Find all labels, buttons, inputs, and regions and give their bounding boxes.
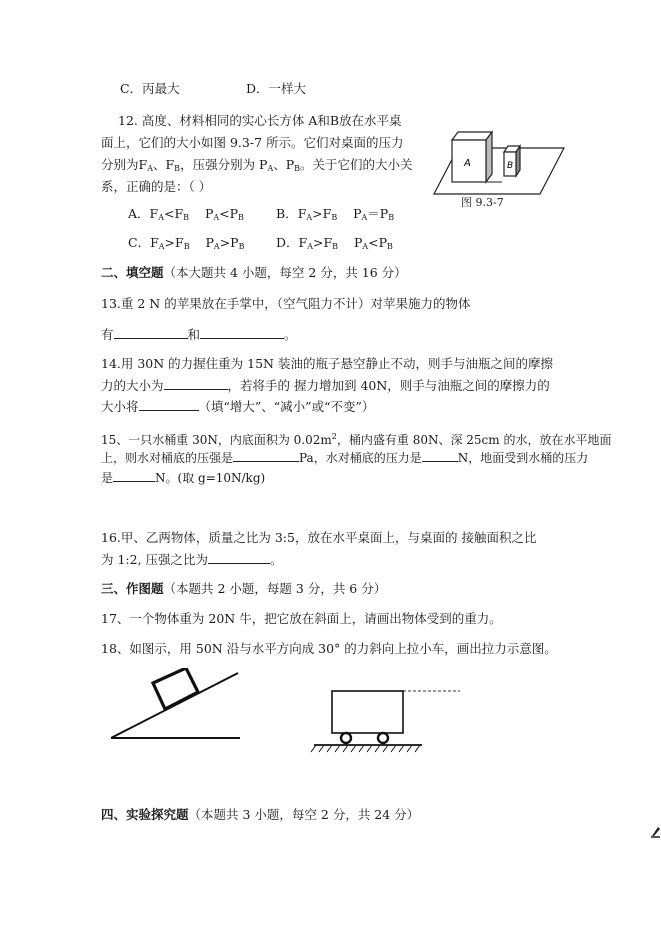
q16-blank[interactable]	[208, 550, 270, 564]
edge-mark-icon	[650, 824, 661, 838]
q12-stem-line2: 面上，它们的大小如图 9.3-7 所示。它们对桌面的压力	[101, 135, 404, 150]
q14-blank-2[interactable]	[139, 397, 199, 411]
q12-stem-line4: 系，正确的是：（ ）	[101, 179, 212, 194]
q14-line2: 力的大小为 ，若将手的 握力增加到 40N，则手与油瓶之间的摩擦力的	[101, 378, 550, 393]
q13-line1: 13.重 2 N 的苹果放在手掌中，（空气阻力不计）对苹果施力的物体	[101, 296, 471, 311]
q15-line3: 是 N。(取 g=10N/kg)	[101, 468, 265, 487]
q16-line1: 16.甲、乙两物体，质量之比为 3:5，放在水平桌面上，与桌面的 接触面积之比	[101, 530, 537, 545]
section3-heading: 三、作图题（本题共 2 小题，每题 3 分，共 6 分）	[101, 581, 387, 596]
q11-option-c: C．丙最大	[120, 81, 180, 96]
incline-figure	[108, 668, 244, 744]
q14-line3: 大小将 （填“增大”、“减小”或“不变”）	[101, 399, 375, 414]
q11-option-d: D．一样大	[246, 81, 307, 96]
q15-blank-1[interactable]	[233, 448, 299, 462]
section2-heading: 二、填空题（本大题共 4 小题，每空 2 分，共 16 分）	[101, 265, 407, 280]
q15-line2: 上，则水对桶底的压强是 Pa，水对桶底的压力是 N，地面受到水桶的压力	[101, 448, 588, 467]
q18-text: 18、如图示，用 50N 沿与水平方向成 30° 的力斜向上拉小车，画出拉力示意图。	[101, 641, 557, 656]
q12-stem-line1: 12. 高度、材料相同的实心长方体 A和B放在水平桌	[118, 113, 402, 128]
figure-label-a: A	[464, 158, 471, 169]
q13-line2: 有 和 。	[101, 327, 297, 342]
q15-blank-3[interactable]	[113, 468, 155, 482]
q12-option-c: C．$F_A>F_B$ $P_A>P_B$	[128, 235, 245, 251]
q16-line2: 为 1:2, 压强之比为 。	[101, 552, 283, 567]
q17-text: 17、一个物体重为 20N 牛，把它放在斜面上，请画出物体受到的重力。	[101, 611, 502, 626]
q12-figure-caption: 图 9.3-7	[461, 196, 504, 209]
q13-blank-1[interactable]	[114, 325, 188, 339]
q14-line1: 14.用 30N 的力握住重为 15N 装油的瓶子悬空静止不动，则手与油瓶之间的摩擦	[101, 356, 553, 371]
section4-heading: 四、实验探究题（本题共 3 小题，每空 2 分，共 24 分）	[101, 807, 420, 822]
q15-line1: 15、一只水桶重 30N，内底面积为 $0.02m^2$，桶内盛有重 80N、深 25cm 的水，放在水平地面	[101, 432, 612, 447]
q13-blank-2[interactable]	[200, 325, 284, 339]
q12-option-d: D．$F_A>F_B$ $P_A<P_B$	[276, 235, 393, 251]
cart-figure	[310, 684, 462, 754]
q12-option-a: A．$F_A<F_B$ $P_A<P_B$	[128, 206, 244, 222]
figure-label-b: B	[507, 161, 514, 171]
q12-stem-line3: 分别为$F_A$、$F_B$，压强分别为 $P_A$、$P_B$。关于它们的大小关	[101, 157, 413, 173]
q12-option-b: B．$F_A>F_B$ $P_A=P_B$	[276, 206, 395, 222]
q15-blank-2[interactable]	[422, 448, 458, 462]
q14-blank-1[interactable]	[164, 376, 228, 390]
